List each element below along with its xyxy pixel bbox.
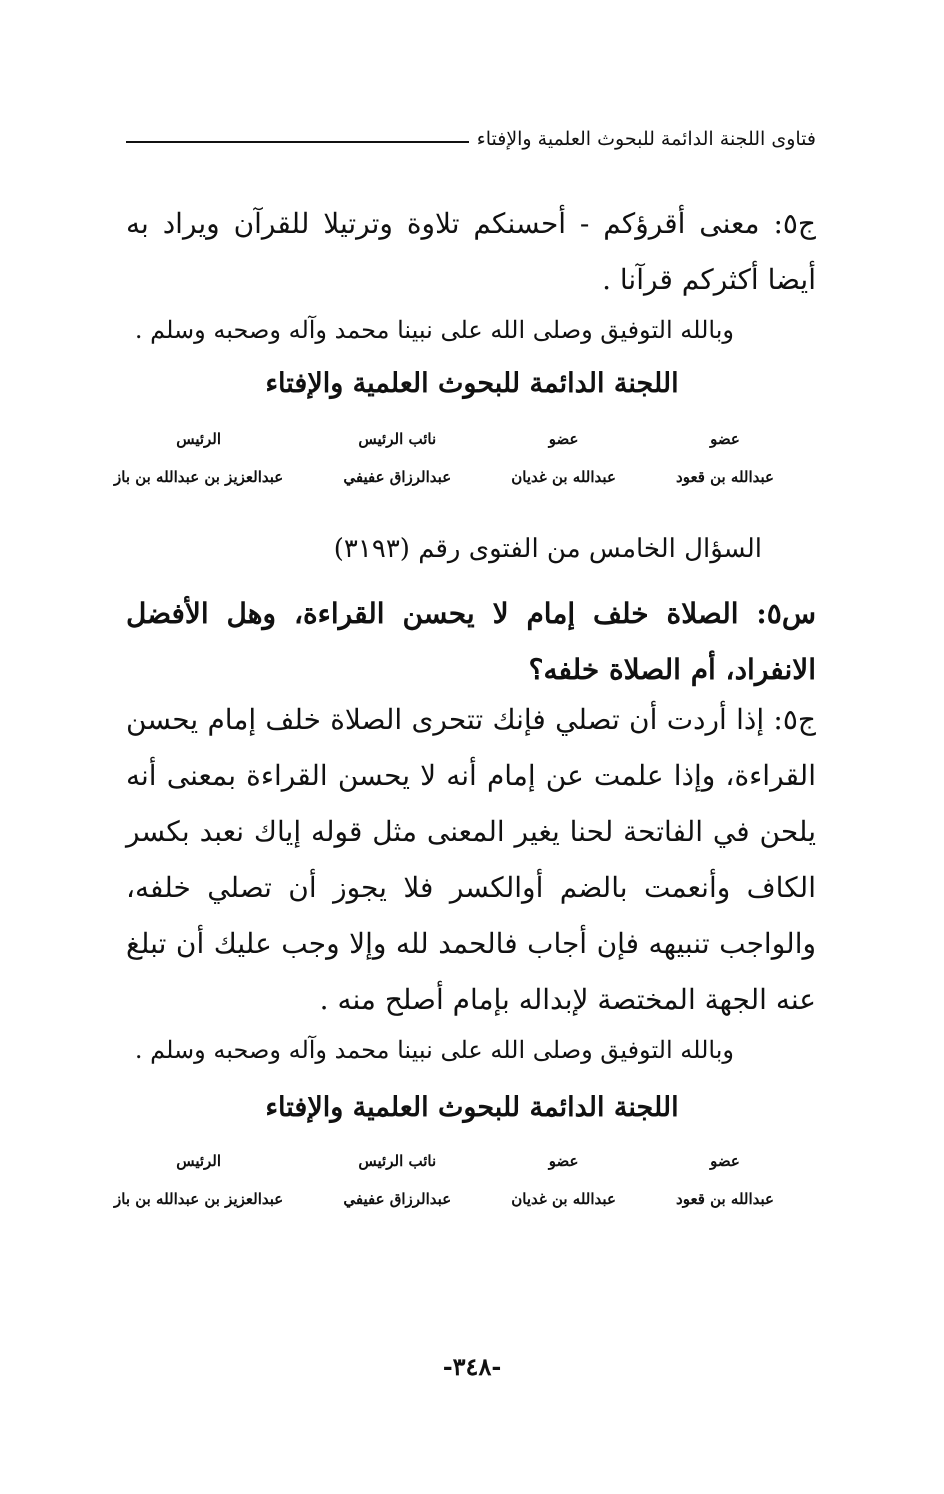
signatory-4 xyxy=(114,1152,283,1208)
signatory-name: عبدالعزيز بن عبدالله بن باز xyxy=(114,1190,284,1208)
header-rule xyxy=(126,141,469,143)
running-header-title: فتاوى اللجنة الدائمة للبحوث العلمية والإفتاء xyxy=(476,128,816,150)
answer-5-text: ج٥: إذا أردت أن تصلي فإنك تتحرى الصلاة خلف إمام يحسن القراءة، وإذا علمت عن إمام أنه لا يحسن القراءة بمعنى أنه يلحن في الفاتحة لحنا يغير المعنى مثل قوله إياك نعبد بكسر الكاف وأنعمت بالضم أوالكسر فلا يجوز أن تصلي خلفه، والواجب تنبيهه فإن أجاب فالحمد لله وإلا وجب عليك أن تبلغ عنه الجهة المختصة لإبداله بإمام أصلح منه . xyxy=(126,703,816,1016)
signatory-role: نائب الرئيس xyxy=(358,1152,437,1170)
signatory-name: عبدالله بن غديان xyxy=(511,1190,616,1208)
signatory-role: عضو xyxy=(710,430,740,448)
signatory-name: عبدالعزيز بن عبدالله بن باز xyxy=(114,468,284,486)
signatory-role: الرئيس xyxy=(176,1152,222,1170)
committee-name-2: اللجنة الدائمة للبحوث العلمية والإفتاء xyxy=(265,1092,679,1123)
question-5-text: س٥: الصلاة خلف إمام لا يحسن القراءة، وهل الأفضل الانفراد، أم الصلاة خلفه؟ xyxy=(126,597,816,686)
signatory-name: عبدالله بن قعود xyxy=(676,1190,774,1208)
committee-name-1: اللجنة الدائمة للبحوث العلمية والإفتاء xyxy=(265,368,679,399)
question-title: السؤال الخامس من الفتوى رقم (٣١٩٣) xyxy=(333,534,762,564)
signatory-3 xyxy=(343,1152,451,1208)
signatory-role: نائب الرئيس xyxy=(358,430,437,448)
signatory-role: الرئيس xyxy=(176,430,222,448)
signatory-role: عضو xyxy=(548,430,579,448)
signatory-name: عبدالله بن غديان xyxy=(511,468,616,486)
signatory-name: عبدالله بن قعود xyxy=(676,468,774,486)
closing-2: وبالله التوفيق وصلى الله على نبينا محمد وآله وصحبه وسلم . xyxy=(134,1036,734,1064)
closing-1: وبالله التوفيق وصلى الله على نبينا محمد وآله وصحبه وسلم . xyxy=(134,316,734,344)
signatory-name: عبدالرزاق عفيفي xyxy=(343,1190,452,1208)
signatory-2 xyxy=(511,430,616,486)
signatory-role: عضو xyxy=(548,1152,579,1170)
signatory-2 xyxy=(511,1152,616,1208)
signatures-2 xyxy=(114,1152,774,1208)
page-number: -٣٤٨- xyxy=(442,1352,502,1381)
signatory-role: عضو xyxy=(710,1152,740,1170)
signatures-1 xyxy=(114,430,774,486)
signatory-name: عبدالرزاق عفيفي xyxy=(343,468,452,486)
answer-1-text: ج٥: معنى أقرؤكم - أحسنكم تلاوة وترتيلا للقرآن ويراد به أيضا أكثركم قرآنا . xyxy=(126,207,816,296)
signatory-1 xyxy=(676,1152,774,1208)
signatory-4 xyxy=(114,430,283,486)
signatory-3 xyxy=(343,430,451,486)
signatory-1 xyxy=(676,430,774,486)
running-header xyxy=(126,128,816,150)
